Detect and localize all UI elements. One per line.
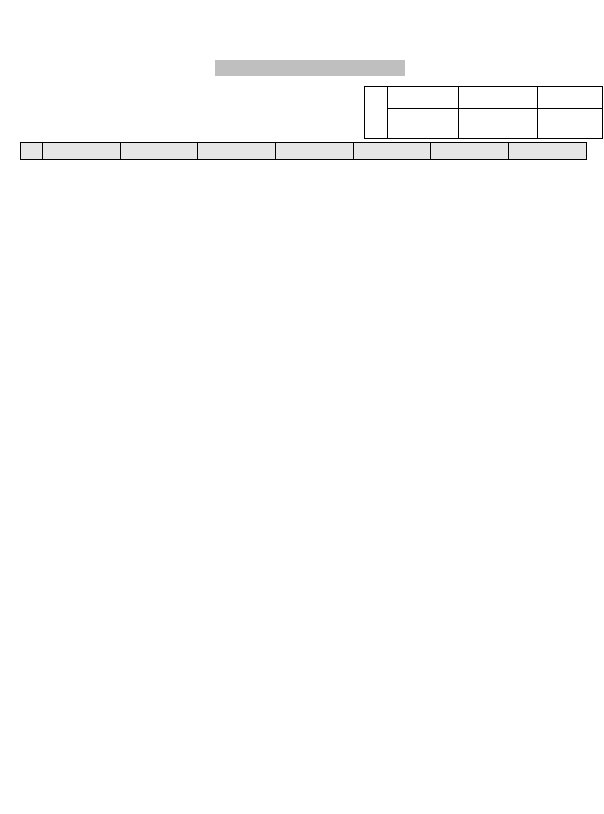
title-underline xyxy=(215,60,405,76)
day-header xyxy=(509,143,587,160)
day-header xyxy=(353,143,431,160)
approval-col xyxy=(388,87,459,109)
approval-col xyxy=(538,87,603,109)
menu-table xyxy=(20,142,587,160)
notes xyxy=(24,593,594,598)
day-header xyxy=(276,143,354,160)
approval-label xyxy=(365,87,388,139)
corner-cell xyxy=(21,143,43,160)
day-header xyxy=(198,143,276,160)
day-header xyxy=(43,143,121,160)
day-header xyxy=(431,143,509,160)
page-title xyxy=(215,40,405,74)
approval-col xyxy=(459,87,538,109)
day-header xyxy=(120,143,198,160)
approval-box xyxy=(364,86,603,139)
